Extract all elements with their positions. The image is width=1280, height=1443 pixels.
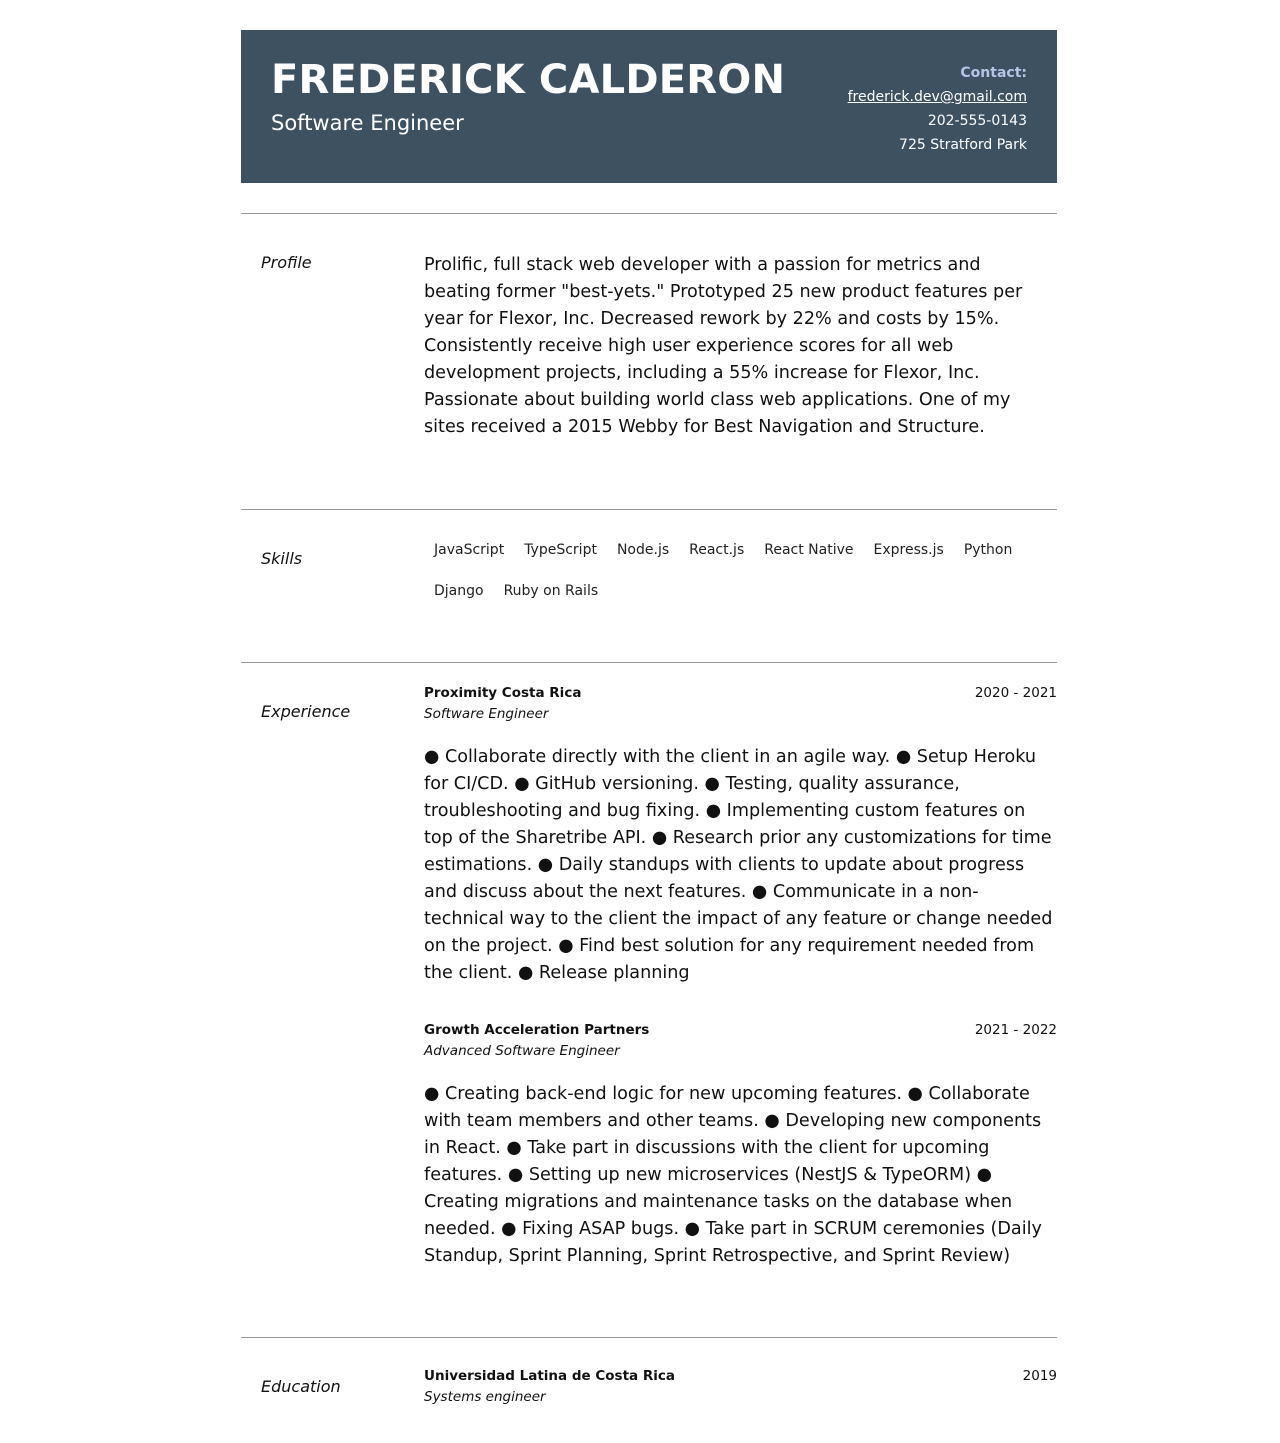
contact-block — [848, 61, 1027, 157]
skills-label: Skills — [261, 549, 303, 568]
skill-tag: Ruby on Rails — [503, 583, 599, 599]
skill-tag: Express.js — [873, 542, 944, 558]
job-role: Advanced Software Engineer — [424, 1043, 620, 1059]
experience-section — [424, 684, 1057, 987]
divider — [241, 1337, 1057, 1338]
job-years: 2021 - 2022 — [974, 1022, 1057, 1038]
profile-section — [424, 252, 1057, 441]
profile-label: Profile — [261, 253, 312, 272]
skill-tag: Django — [434, 583, 484, 599]
job-company: Proximity Costa Rica — [424, 685, 582, 701]
candidate-title: Software Engineer — [271, 111, 464, 135]
resume-header — [241, 30, 1057, 183]
job-company: Growth Acceleration Partners — [424, 1022, 650, 1038]
skill-tag: TypeScript — [524, 542, 597, 558]
candidate-name: FREDERICK CALDERON — [271, 57, 786, 103]
skill-tag: Python — [963, 542, 1013, 558]
skill-tag: React.js — [689, 542, 745, 558]
resume-page — [241, 30, 1057, 1405]
contact-label: Contact: — [960, 65, 1027, 81]
skills-section — [424, 541, 1057, 623]
address: 725 Stratford Park — [899, 137, 1027, 153]
education-label: Education — [261, 1377, 341, 1396]
phone-number: 202-555-0143 — [927, 113, 1027, 129]
job-role: Software Engineer — [424, 706, 549, 722]
experience-label: Experience — [261, 702, 351, 721]
divider — [241, 662, 1057, 663]
skills-list — [424, 541, 1034, 623]
job-description: ● Creating back-end logic for new upcoming features. ● Collaborate with team members and other teams. ● Developing new components in React. ● Take part in discussions with the client for upcoming features. ● Setting up new microservices (NestJS & TypeORM) ● Creating migrations and maintenance tasks on the database when needed. ● Fixing ASAP bugs. ● Take part in SCRUM ceremonies (Daily Standup, Sprint Planning, Sprint Retrospective, and Sprint Review) — [424, 1084, 1042, 1266]
skill-tag: React Native — [764, 542, 854, 558]
job-description: ● Collaborate directly with the client in an agile way. ● Setup Heroku for CI/CD. ● GitHub versioning. ● Testing, quality assurance, troubleshooting and bug fixing. ● Implementing custom features on top of the Sharetribe API. ● Research prior any customizations for time estimations. ● Daily standups with clients to update about progress and discuss about the next features. ● Communicate in a non-technical way to the client the impact of any feature or change needed on the project. ● Find best solution for any requirement needed from the client. ● Release planning — [424, 747, 1053, 983]
skill-tag: Node.js — [616, 542, 670, 558]
divider — [241, 509, 1057, 510]
skill-tag: JavaScript — [434, 542, 505, 558]
job-entry — [424, 684, 1057, 987]
email-link[interactable]: frederick.dev@gmail.com — [847, 89, 1027, 105]
job-entry — [424, 1021, 1057, 1270]
degree: Systems engineer — [424, 1389, 546, 1405]
experience-section-2 — [424, 1021, 1057, 1270]
education-entry — [424, 1367, 1057, 1406]
divider — [241, 213, 1057, 214]
education-year: 2019 — [1022, 1368, 1057, 1384]
job-years: 2020 - 2021 — [974, 685, 1057, 701]
education-section — [424, 1367, 1057, 1406]
profile-text: Prolific, full stack web developer with a passion for metrics and beating former "best-yets." Prototyped 25 new product features per year for Flexor, Inc. Decreased rework by 22% and costs by 15%. Consistently receive high user experience scores for all web development projects, including a 55% increase for Flexor, Inc. Passionate about building world class web applications. One of my sites received a 2015 Webby for Best Navigation and Structure. — [424, 255, 1023, 437]
school-name: Universidad Latina de Costa Rica — [424, 1368, 675, 1384]
